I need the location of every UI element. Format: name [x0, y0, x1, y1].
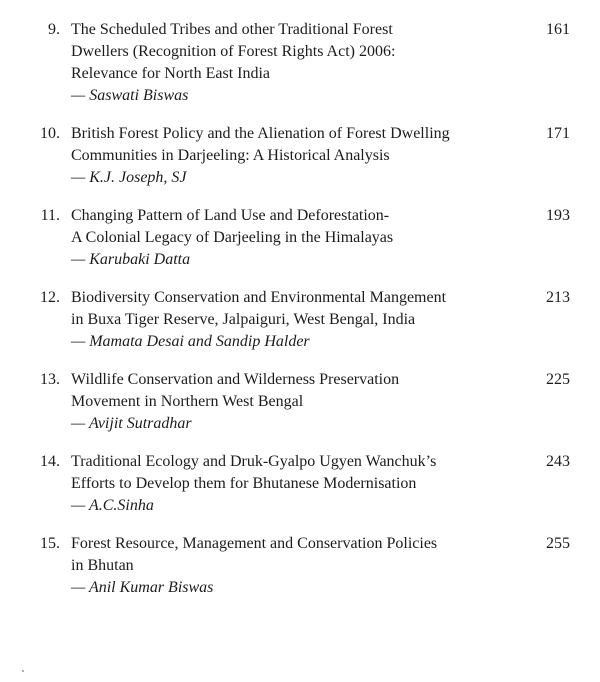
chapter-body	[71, 205, 511, 271]
chapter-author: — Avijit Sutradhar	[71, 415, 192, 432]
chapter-author: — Anil Kumar Biswas	[71, 579, 214, 596]
chapter-author: — K.J. Joseph, SJ	[71, 169, 187, 186]
chapter-title-line: in Buxa Tiger Reserve, Jalpaiguri, West Bengal, India	[71, 311, 416, 328]
chapter-number: 12.	[40, 289, 60, 306]
chapter-author: — Mamata Desai and Sandip Halder	[71, 333, 310, 350]
toc-entry[interactable]	[0, 533, 600, 599]
page-number: 161	[546, 21, 570, 38]
chapter-author: — Saswati Biswas	[71, 87, 189, 104]
chapter-title-line: Movement in Northern West Bengal	[71, 393, 304, 410]
scan-speck	[22, 670, 24, 672]
chapter-author: — Karubaki Datta	[71, 251, 191, 268]
chapter-number: 15.	[40, 535, 60, 552]
chapter-number: 14.	[40, 453, 60, 470]
chapter-title-line: Communities in Darjeeling: A Historical Analysis	[71, 147, 390, 164]
page-number: 225	[546, 371, 570, 388]
page-number: 255	[546, 535, 570, 552]
chapter-title-line: Traditional Ecology and Druk-Gyalpo Ugyen Wanchuk’s	[71, 453, 437, 470]
chapter-body	[71, 123, 511, 189]
chapter-body	[71, 19, 511, 107]
chapter-title-line: Relevance for North East India	[71, 65, 271, 82]
chapter-title-line: British Forest Policy and the Alienation of Forest Dwelling	[71, 125, 450, 142]
toc-entry[interactable]	[0, 369, 600, 435]
chapter-title-line: Efforts to Develop them for Bhutanese Modernisation	[71, 475, 417, 492]
chapter-title-line: Forest Resource, Management and Conservation Policies	[71, 535, 438, 552]
chapter-title-line: Dwellers (Recognition of Forest Rights Act) 2006:	[71, 43, 396, 60]
toc-entry[interactable]	[0, 205, 600, 271]
chapter-title-line: The Scheduled Tribes and other Traditional Forest	[71, 21, 393, 38]
toc-entry[interactable]	[0, 451, 600, 517]
chapter-body	[71, 369, 511, 435]
toc-entry[interactable]	[0, 287, 600, 353]
chapter-title-line: Changing Pattern of Land Use and Deforestation-	[71, 207, 390, 224]
toc-entry[interactable]	[0, 19, 600, 107]
chapter-number: 13.	[40, 371, 60, 388]
page-number: 171	[546, 125, 570, 142]
chapter-body	[71, 287, 511, 353]
chapter-number: 9.	[48, 21, 60, 38]
page-number: 243	[546, 453, 570, 470]
chapter-number: 11.	[40, 207, 60, 224]
chapter-body	[71, 451, 511, 517]
chapter-title-line: Wildlife Conservation and Wilderness Preservation	[71, 371, 400, 388]
chapter-title-line: Biodiversity Conservation and Environmental Mangement	[71, 289, 447, 306]
chapter-title-line: A Colonial Legacy of Darjeeling in the Himalayas	[71, 229, 394, 246]
toc-entry[interactable]	[0, 123, 600, 189]
chapter-title-line: in Bhutan	[71, 557, 134, 574]
table-of-contents	[0, 19, 600, 615]
page-number: 213	[546, 289, 570, 306]
chapter-body	[71, 533, 511, 599]
page-number: 193	[546, 207, 570, 224]
chapter-author: — A.C.Sinha	[71, 497, 154, 514]
chapter-number: 10.	[40, 125, 60, 142]
